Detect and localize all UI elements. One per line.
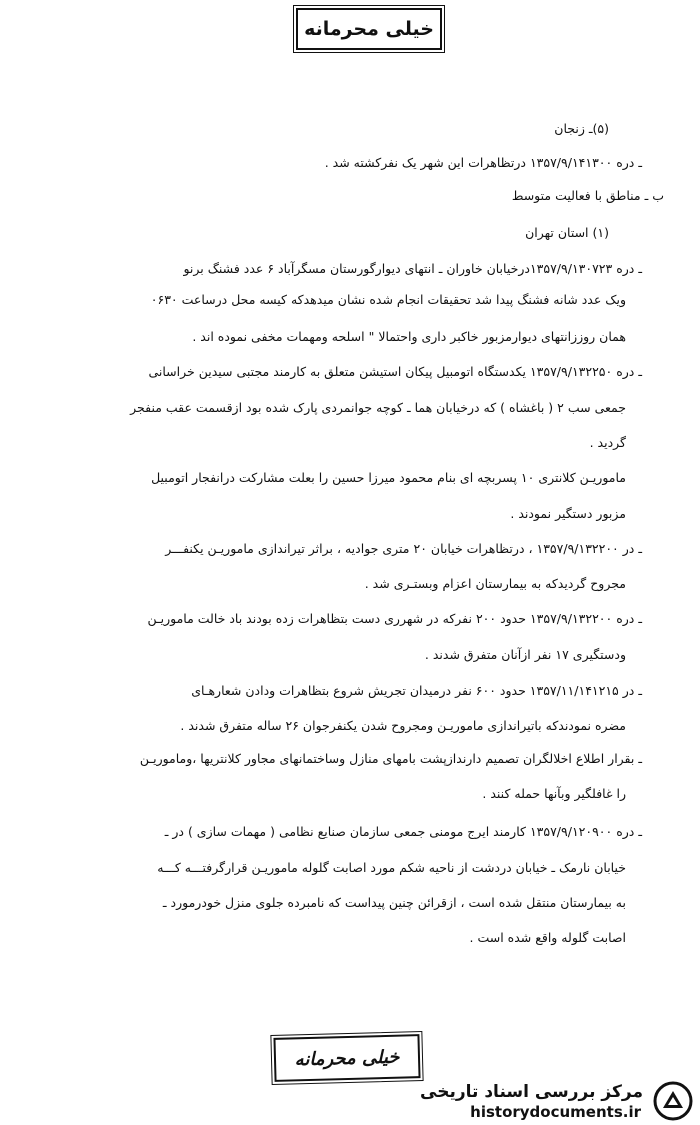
text-line: ب ـ مناطق با فعالیت متوسط (511, 188, 664, 203)
classification-stamp-bottom (273, 1034, 420, 1082)
text-line: خیابان نارمک ـ خیابان دردشت از ناحیه شکم مورد اصابت گلوله ماموریـن قرارگرفتـــه کـــه (157, 860, 626, 875)
text-line: مضره نمودندکه باتیراندازی ماموریـن ومجروح شدن یکنفرجوان ۲۶ ساله متفرق شدند . (180, 718, 626, 733)
text-line: ـ دره ۱۳۵۷/۹/۱۳۲۲۰۰ حدود ۲۰۰ نفرکه در شهرری دست بتظاهرات زده بودند باد خالت ماموریـن (147, 611, 642, 626)
text-line: ـ در ۱۳۵۷/۱۱/۱۴۱۲۱۵ حدود ۶۰۰ نفر درمیدان تجریش شروع بتظاهرات ودادن شعارهـای (191, 683, 642, 698)
text-line: ویک عدد شانه فشنگ پیدا شد تحقیقات انجام شده نشان میدهدکه کیسه محل درساعت ۰۶۳۰ (150, 292, 626, 307)
text-line: اصابت گلوله واقع شده است . (469, 930, 626, 945)
archive-logo-icon (653, 1081, 693, 1121)
text-line: ـ در ۱۳۵۷/۹/۱۳۲۲۰۰ ، درتظاهرات خیابان ۲۰ متری جوادیه ، براثر تیراندازی ماموریـن یکنفـــر (165, 541, 642, 556)
text-line: (۱) استان تهران (525, 225, 609, 240)
text-line: ماموریـن کلانتری ۱۰ پسربچه ای بنام محمود میرزا حسین را بعلت مشارکت درانفجار اتومبیل (151, 470, 626, 485)
text-line: ـ دره ۱۳۵۷/۹/۱۳۰۷۲۳درخیابان خاوران ـ انتهای دیوارگورستان مسگرآباد ۶ عدد فشنگ برنو (183, 261, 642, 276)
text-line: را غافلگیر وبآنها حمله کنند . (482, 786, 626, 801)
text-line: مجروح گردیدکه به بیمارستان اعزام وبستـری شد . (364, 576, 626, 591)
text-line: مزبور دستگیر نمودند . (510, 506, 626, 521)
archive-logo (420, 1081, 693, 1121)
archive-website: historydocuments.ir (470, 1103, 641, 1121)
classification-stamp-top (296, 8, 442, 50)
text-line: (۵)ـ زنجان (554, 121, 609, 136)
text-line: همان روززانتهای دیوارمزبور خاکبر داری واحتمالا " اسلحه ومهمات مخفی نموده اند . (192, 329, 626, 344)
archive-name-persian: مرکز بررسی اسناد تاریخی (420, 1082, 643, 1102)
text-line: ـ دره ۱۳۵۷/۹/۱۳۲۲۵۰ یکدستگاه اتومبیل پیکان استیشن متعلق به کارمند مجتبی سیدین خراسانی (148, 364, 642, 379)
text-line: جمعی سب ۲ ( باغشاه ) که درخیابان هما ـ کوچه جوانمردی پارک شده بود ازقسمت عقب منفجر (130, 400, 626, 415)
text-line: ـ دره ۱۳۵۷/۹/۱۲۰۹۰۰ کارمند ایرج مومنی جمعی سازمان صنایع نظامی ( مهمات سازی ) در ـ (164, 824, 642, 839)
text-line: به بیمارستان منتقل شده است ، ازقرائن چنین پیداست که نامبرده جلوی منزل خودرمورد ـ (162, 895, 626, 910)
classification-stamp-text: خیلی محرمانه (304, 18, 434, 40)
text-line: ودستگیری ۱۷ نفر ازآنان متفرق شدند . (424, 647, 626, 662)
text-line: ـ بقرار اطلاع اخلالگران تصمیم دارندازپشت بامهای منازل وساختمانهای مجاور کلانتریها ،وماموریـن (139, 751, 642, 766)
text-line: ـ دره ۱۳۵۷/۹/۱۴۱۳۰۰ درتظاهرات این شهر یک نفرکشته شد . (324, 155, 642, 170)
classification-stamp-text: خیلی محرمانه (294, 1046, 400, 1070)
text-line: گردید . (589, 435, 626, 450)
